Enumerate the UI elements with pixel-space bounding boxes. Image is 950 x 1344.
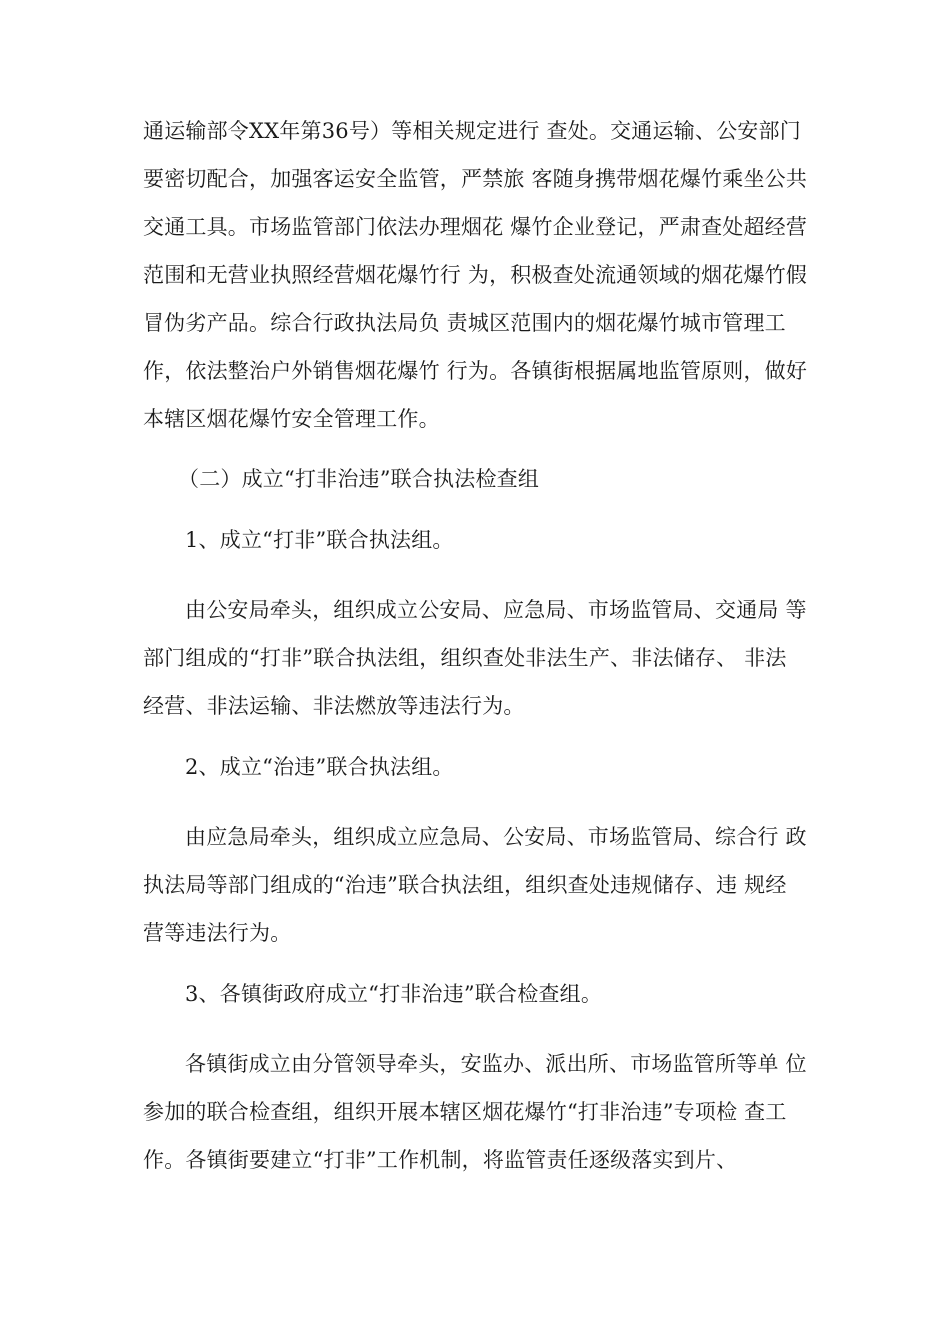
paragraph-line: 由公安局牵头，组织成立公安局、应急局、市场监管局、交通局 等 — [185, 598, 807, 622]
paragraph-line: 要密切配合，加强客运安全监管，严禁旅 客随身携带烟花爆竹乘坐公共 — [143, 167, 808, 191]
paragraph-line: 本辖区烟花爆竹安全管理工作。 — [143, 407, 440, 431]
paragraph-line: 经营、非法运输、非法燃放等违法行为。 — [143, 694, 525, 718]
paragraph-line: 交通工具。市场监管部门依法办理烟花 爆竹企业登记，严肃查处超经营 — [143, 215, 808, 239]
paragraph-line: 冒伪劣产品。综合行政执法局负 责城区范围内的烟花爆竹城市管理工 — [143, 311, 786, 335]
subsection-heading: 2、成立“治违”联合执法组。 — [185, 755, 454, 779]
section-heading: （二）成立“打非治违”联合执法检查组 — [178, 467, 540, 491]
paragraph-line: 执法局等部门组成的“治违”联合执法组，组织查处违规储存、违 规经 — [143, 873, 787, 897]
paragraph-line: 营等违法行为。 — [143, 921, 292, 945]
paragraph-line: 由应急局牵头，组织成立应急局、公安局、市场监管局、综合行 政 — [185, 825, 807, 849]
paragraph-line: 部门组成的“打非”联合执法组，组织查处非法生产、非法储存、 非法 — [143, 646, 787, 670]
subsection-heading: 1、成立“打非”联合执法组。 — [185, 528, 454, 552]
paragraph-line: 范围和无营业执照经营烟花爆竹行 为，积极查处流通领域的烟花爆竹假 — [143, 263, 808, 287]
paragraph-line: 参加的联合检查组，组织开展本辖区烟花爆竹“打非治违”专项检 查工 — [143, 1100, 787, 1124]
paragraph-line: 作，依法整治户外销售烟花爆竹 行为。各镇街根据属地监管原则，做好 — [143, 359, 808, 383]
subsection-heading: 3、各镇街政府成立“打非治违”联合检查组。 — [185, 982, 603, 1006]
paragraph-line: 作。各镇街要建立“打非”工作机制，将监管责任逐级落实到片、 — [143, 1148, 738, 1172]
paragraph-line: 通运输部令XX年第36号）等相关规定进行 查处。交通运输、公安部门 — [143, 119, 801, 143]
paragraph-line: 各镇街成立由分管领导牵头，安监办、派出所、市场监管所等单 位 — [185, 1052, 807, 1076]
